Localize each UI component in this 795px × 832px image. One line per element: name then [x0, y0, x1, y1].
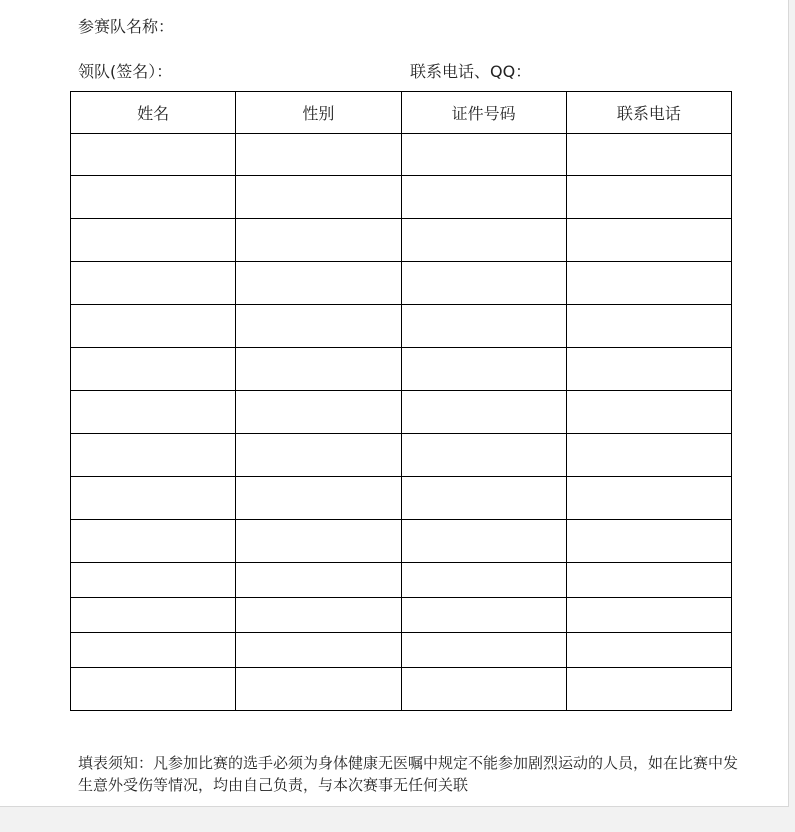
table-row	[71, 305, 732, 348]
contact-phone-qq-label: 联系电话、QQ：	[410, 62, 532, 81]
table-cell[interactable]	[401, 348, 566, 391]
table-cell[interactable]	[566, 219, 731, 262]
table-cell[interactable]	[401, 176, 566, 219]
table-cell[interactable]	[236, 668, 401, 711]
table-cell[interactable]	[566, 563, 731, 598]
header-contact-phone: 联系电话	[566, 92, 731, 134]
table-cell[interactable]	[566, 668, 731, 711]
header-name: 姓名	[71, 92, 236, 134]
table-cell[interactable]	[71, 598, 236, 633]
table-cell[interactable]	[236, 305, 401, 348]
table-cell[interactable]	[566, 434, 731, 477]
table-cell[interactable]	[401, 633, 566, 668]
table-cell[interactable]	[236, 262, 401, 305]
table-cell[interactable]	[401, 134, 566, 176]
table-row	[71, 391, 732, 434]
table-cell[interactable]	[71, 305, 236, 348]
table-cell[interactable]	[71, 668, 236, 711]
table-cell[interactable]	[71, 176, 236, 219]
notice-text: 填表须知：凡参加比赛的选手必须为身体健康无医嘱中规定不能参加剧烈运动的人员，如在比赛中发生意外受伤等情况，均由自己负责，与本次赛事无任何关联	[78, 754, 739, 794]
header-id-number: 证件号码	[401, 92, 566, 134]
leader-signature-label: 领队(签名）：	[78, 62, 173, 81]
table-cell[interactable]	[566, 348, 731, 391]
table-row	[71, 563, 732, 598]
table-cell[interactable]	[71, 434, 236, 477]
table-cell[interactable]	[71, 348, 236, 391]
table-cell[interactable]	[401, 219, 566, 262]
table-row	[71, 176, 732, 219]
table-row	[71, 633, 732, 668]
table-row	[71, 668, 732, 711]
table-cell[interactable]	[71, 262, 236, 305]
table-cell[interactable]	[236, 348, 401, 391]
table-cell[interactable]	[71, 134, 236, 176]
table-cell[interactable]	[236, 477, 401, 520]
table-cell[interactable]	[236, 633, 401, 668]
table-cell[interactable]	[71, 391, 236, 434]
table-cell[interactable]	[566, 477, 731, 520]
table-cell[interactable]	[71, 563, 236, 598]
table-cell[interactable]	[236, 563, 401, 598]
team-name-label: 参赛队名称：	[78, 17, 175, 36]
table-cell[interactable]	[566, 633, 731, 668]
table-cell[interactable]	[236, 134, 401, 176]
table-cell[interactable]	[566, 520, 731, 563]
header-gender: 性别	[236, 92, 401, 134]
table-cell[interactable]	[236, 520, 401, 563]
table-cell[interactable]	[71, 633, 236, 668]
table-cell[interactable]	[566, 305, 731, 348]
table-cell[interactable]	[401, 305, 566, 348]
registration-table	[70, 91, 732, 711]
table-cell[interactable]	[566, 176, 731, 219]
table-cell[interactable]	[71, 477, 236, 520]
table-cell[interactable]	[401, 391, 566, 434]
table-row	[71, 434, 732, 477]
table-cell[interactable]	[566, 598, 731, 633]
table-cell[interactable]	[236, 176, 401, 219]
table-cell[interactable]	[401, 434, 566, 477]
table-cell[interactable]	[236, 391, 401, 434]
table-cell[interactable]	[401, 563, 566, 598]
table-cell[interactable]	[401, 477, 566, 520]
table-row	[71, 262, 732, 305]
table-cell[interactable]	[566, 134, 731, 176]
table-row	[71, 520, 732, 563]
table-row	[71, 134, 732, 176]
table-cell[interactable]	[566, 262, 731, 305]
table-row	[71, 477, 732, 520]
table-cell[interactable]	[401, 668, 566, 711]
table-row	[71, 598, 732, 633]
table-cell[interactable]	[401, 262, 566, 305]
table-cell[interactable]	[236, 598, 401, 633]
table-cell[interactable]	[236, 219, 401, 262]
table-cell[interactable]	[71, 219, 236, 262]
table-header-row	[71, 92, 732, 134]
table-cell[interactable]	[236, 434, 401, 477]
table-row	[71, 219, 732, 262]
table-row	[71, 348, 732, 391]
table-cell[interactable]	[71, 520, 236, 563]
table-cell[interactable]	[401, 598, 566, 633]
table-cell[interactable]	[401, 520, 566, 563]
table-cell[interactable]	[566, 391, 731, 434]
table-body	[71, 134, 732, 711]
